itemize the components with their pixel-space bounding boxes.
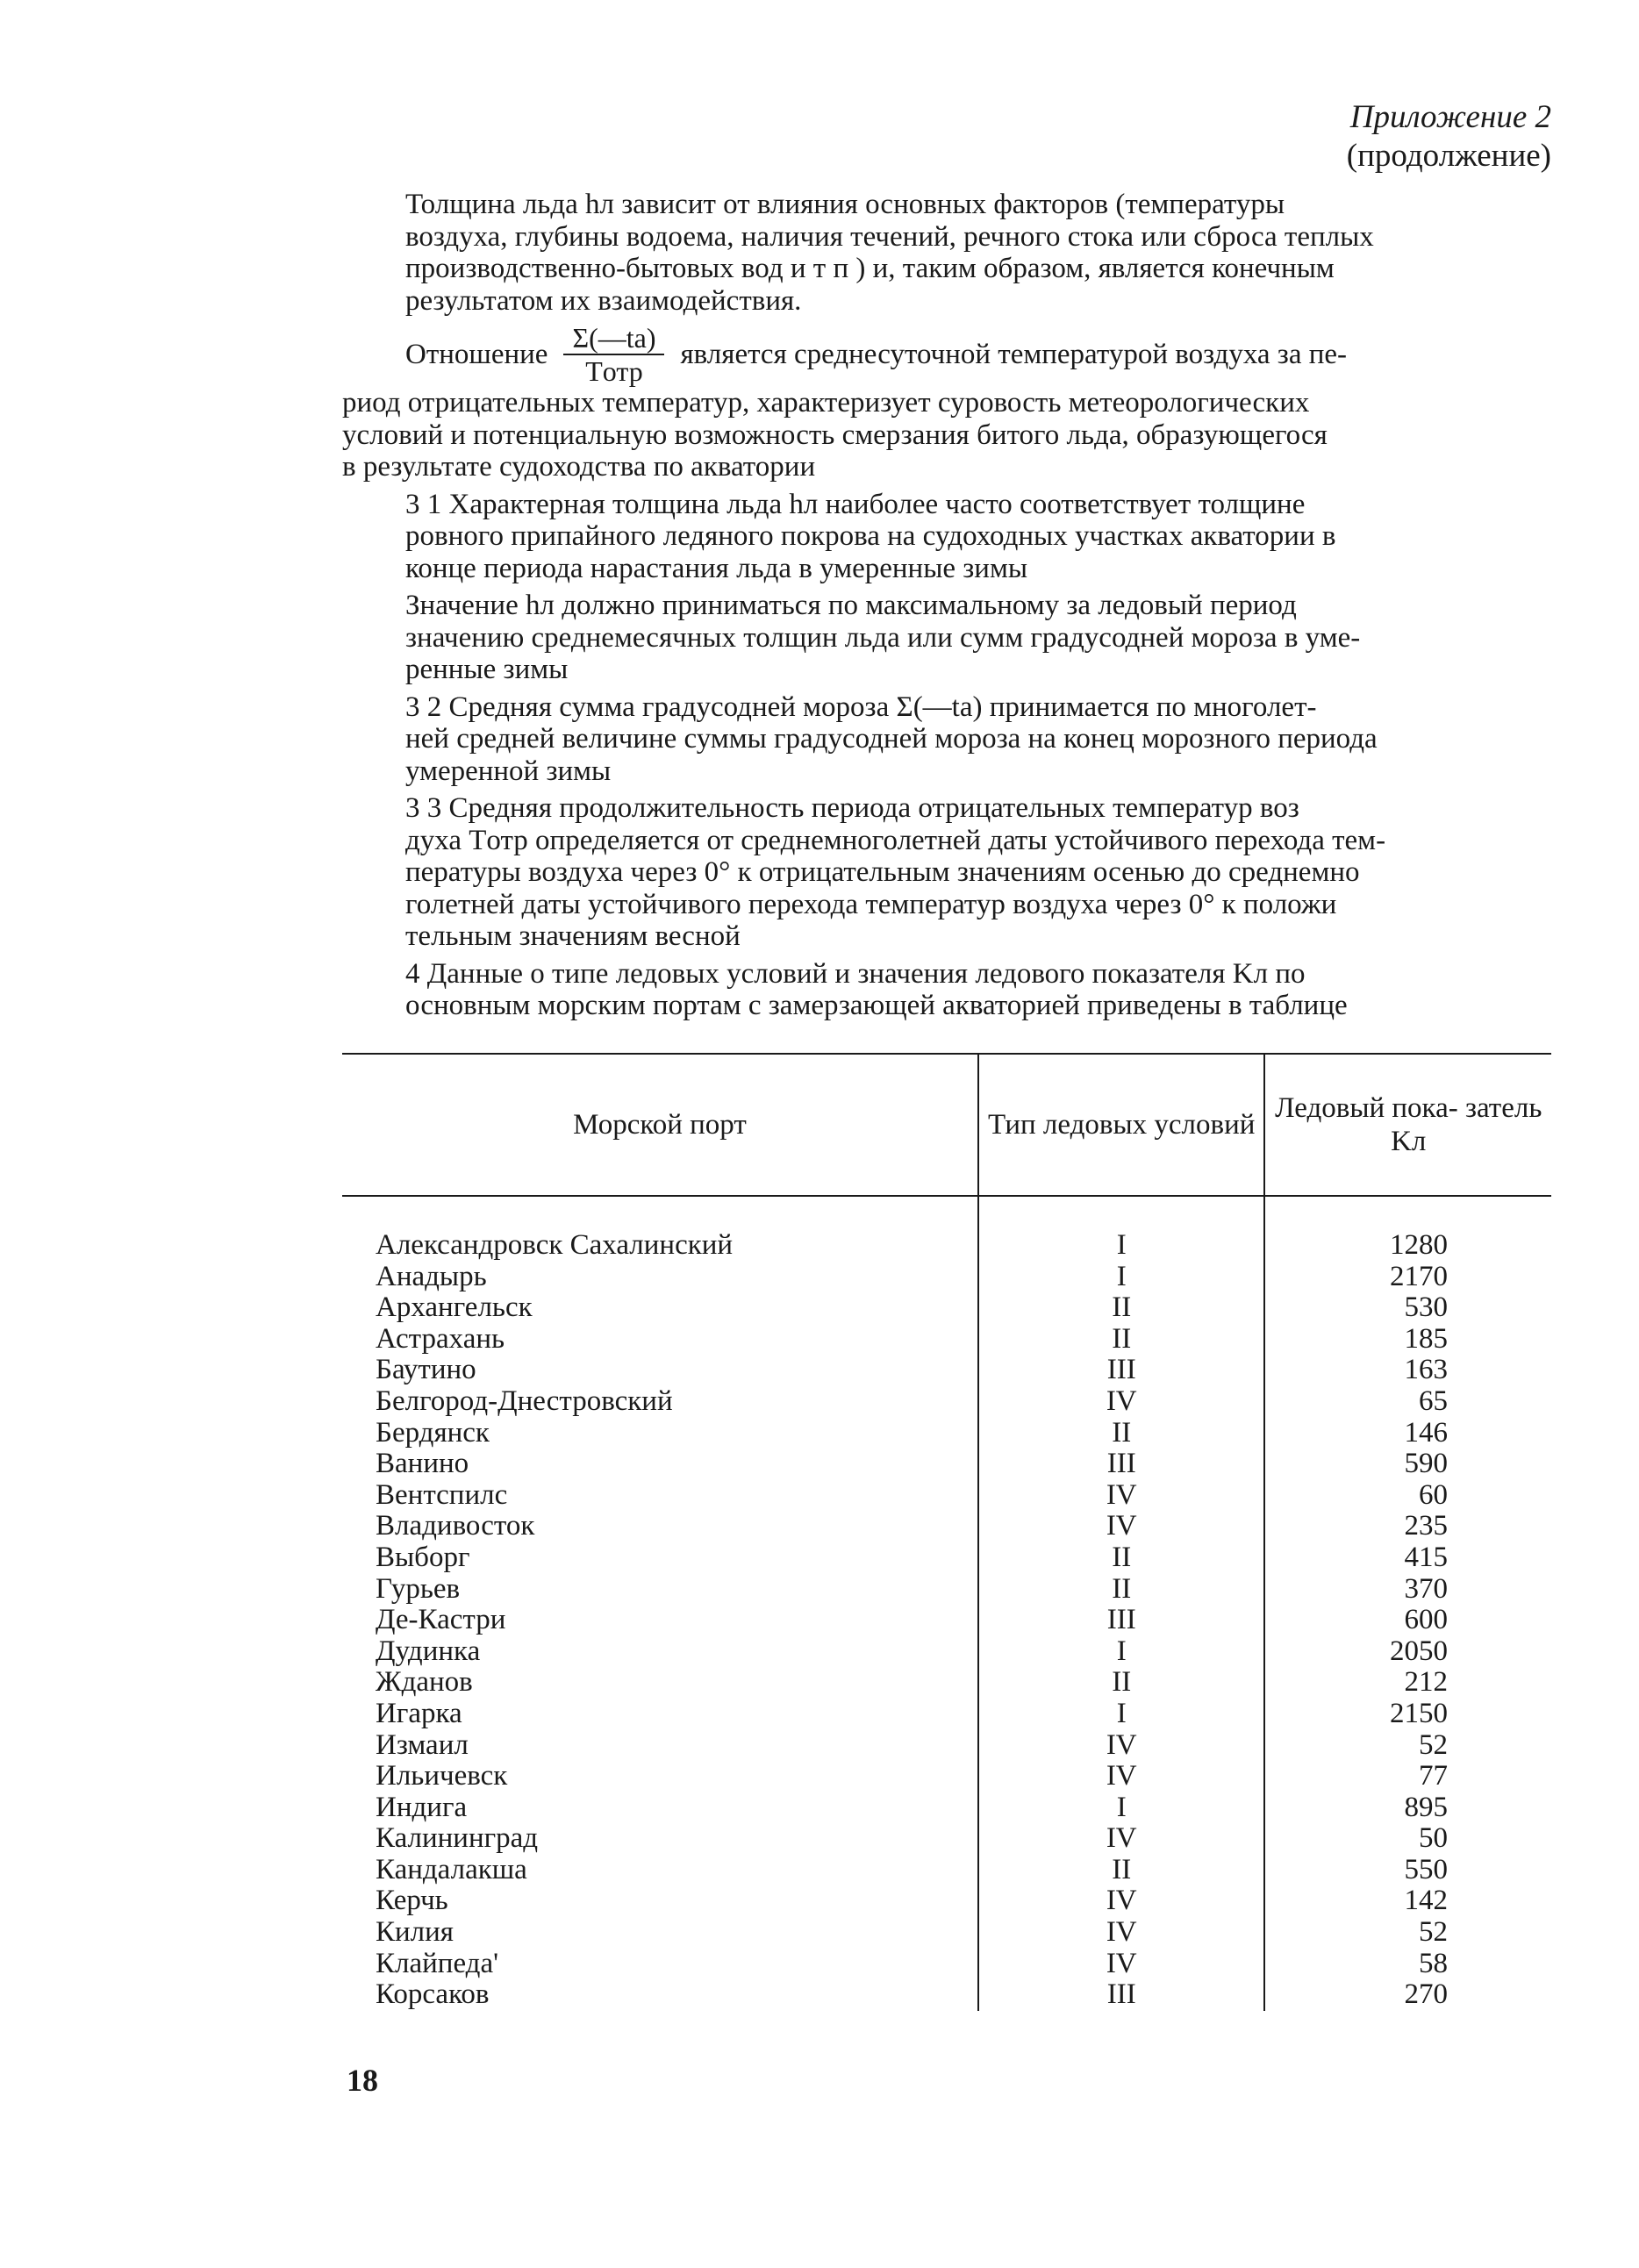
text-line: ренные зимы — [405, 654, 569, 685]
fraction-numerator: Σ(—ta) — [563, 322, 664, 355]
paragraph-hl-value — [342, 590, 1551, 686]
table-cell-ice-type: IV — [1106, 1947, 1137, 1979]
table-cell-ice-index: 235 — [1404, 1510, 1448, 1542]
table-cell-port: Измаил — [376, 1728, 469, 1761]
table-cell-ice-index: 52 — [1419, 1728, 1448, 1761]
ratio-lead: Отношение — [405, 338, 548, 370]
table-cell-ice-index: 212 — [1404, 1666, 1448, 1699]
ratio-line — [342, 322, 1551, 387]
ratio-fraction — [563, 322, 664, 387]
table-cell-port: Выборг — [376, 1541, 470, 1573]
ratio-tail: является среднесуточной температурой воздуха за пе- — [680, 338, 1348, 370]
table-cell-ice-type: I — [1116, 1635, 1127, 1667]
table-cell-port: Керчь — [376, 1885, 448, 1917]
table-cell-ice-type: III — [1106, 1604, 1136, 1636]
table-cell-port: Анадырь — [376, 1260, 487, 1292]
text-line: Толщина льда hл зависит от влияния основных факторов (температуры — [405, 189, 1285, 220]
table-cell-ice-type: IV — [1106, 1510, 1137, 1542]
table-cell-port: Белгород-Днестровский — [376, 1384, 673, 1417]
fraction-denominator: Tотр — [585, 355, 643, 387]
table-cell-port: Кандалакша — [376, 1853, 527, 1885]
table-header-row — [342, 1055, 1551, 1195]
text-line: Значение hл должно приниматься по максимальному за ледовый период — [405, 590, 1297, 621]
table-cell-ice-type: II — [1112, 1322, 1132, 1355]
table-cell-ice-index: 50 — [1419, 1822, 1448, 1855]
text-line: ровного припайного ледяного покрова на судоходных участках акватории в — [405, 520, 1336, 552]
column-port — [342, 1230, 977, 2011]
table-cell-port: Бердянск — [376, 1416, 490, 1449]
table-cell-ice-index: 600 — [1404, 1604, 1448, 1636]
table-cell-ice-index: 2050 — [1390, 1635, 1448, 1667]
table-cell-ice-index: 60 — [1419, 1478, 1448, 1511]
table-cell-port: Индига — [376, 1791, 468, 1823]
table-cell-ice-index: 590 — [1404, 1448, 1448, 1480]
text-line: результатом их взаимодействия. — [405, 284, 802, 317]
ports-table — [342, 1053, 1551, 2011]
text-line: 3 2 Средняя сумма градусодней мороза Σ(—ta) принимается по многолет- — [405, 690, 1317, 723]
gap-port — [342, 1197, 977, 1230]
page-number: 18 — [347, 2063, 378, 2098]
table-cell-port: Архангельск — [376, 1291, 533, 1324]
table-cell-ice-index: 415 — [1404, 1541, 1448, 1573]
table-cell-ice-type: III — [1106, 1354, 1136, 1386]
table-cell-ice-index: 58 — [1419, 1947, 1448, 1979]
table-cell-ice-index: 65 — [1419, 1384, 1448, 1417]
appendix-subtitle: (продолжение) — [1346, 138, 1551, 174]
table-cell-port: Калининград — [376, 1822, 539, 1855]
text-line: условий и потенциальную возможность смерзания битого льда, образующегося — [342, 419, 1328, 451]
table-cell-port: Жданов — [376, 1666, 473, 1699]
table-cell-ice-type: III — [1106, 1448, 1136, 1480]
paragraph-ice-thickness — [342, 189, 1551, 317]
paragraph-ratio-rest — [342, 387, 1551, 483]
text-line: конце периода нарастания льда в умеренные зимы — [405, 552, 1028, 584]
table-cell-ice-type: IV — [1106, 1822, 1137, 1855]
table-cell-ice-type: IV — [1106, 1478, 1137, 1511]
text-line: 3 1 Характерная толщина льда hл наиболее часто соответствует толщине — [405, 488, 1306, 520]
table-cell-port: Игарка — [376, 1697, 462, 1729]
table-cell-port: Ванино — [376, 1448, 469, 1480]
text-line: тельным значениям весной — [405, 920, 741, 952]
text-line: умеренной зимы — [405, 755, 612, 787]
paragraph-3-1 — [342, 489, 1551, 585]
text-line: пературы воздуха через 0° к отрицательным значениям осенью до среднемно — [405, 856, 1360, 888]
table-cell-ice-type: II — [1112, 1853, 1132, 1885]
table-cell-ice-index: 142 — [1404, 1885, 1448, 1917]
column-ice-type — [977, 1230, 1264, 2011]
table-cell-ice-index: 1280 — [1390, 1229, 1448, 1261]
table-cell-ice-type: I — [1116, 1260, 1127, 1292]
table-cell-ice-index: 530 — [1404, 1291, 1448, 1324]
table-cell-ice-type: I — [1116, 1791, 1127, 1823]
header-ice-type: Тип ледовых условий — [977, 1055, 1264, 1195]
table-cell-port: Корсаков — [376, 1978, 490, 2011]
gap-index — [1263, 1197, 1551, 1230]
text-line: 3 3 Средняя продолжительность периода отрицательных температур воз — [405, 792, 1299, 824]
table-cell-ice-index: 2170 — [1390, 1260, 1448, 1292]
table-cell-ice-index: 185 — [1404, 1322, 1448, 1355]
text-line: основным морским портам с замерзающей акваторией приведены в таблице — [405, 990, 1348, 1021]
text-line: воздуха, глубины водоема, наличия течений, речного стока или сброса теплых — [405, 220, 1374, 253]
text-line: в результате судоходства по акватории — [342, 451, 816, 483]
table-cell-port: Александровск Сахалинский — [376, 1229, 734, 1261]
table-gap-row — [342, 1197, 1551, 1230]
table-cell-ice-type: II — [1112, 1291, 1132, 1324]
table-cell-ice-type: II — [1112, 1572, 1132, 1605]
table-cell-port: Владивосток — [376, 1510, 535, 1542]
text-line: духа Tотр определяется от среднемноголетней даты устойчивого перехода тем- — [405, 824, 1386, 856]
table-cell-ice-type: IV — [1106, 1760, 1137, 1792]
table-cell-ice-index: 146 — [1404, 1416, 1448, 1449]
header-ice-index: Ледовый пока- затель Kл — [1263, 1055, 1551, 1195]
table-cell-port: Де-Кастри — [376, 1604, 506, 1636]
table-cell-ice-type: II — [1112, 1541, 1132, 1573]
gap-type — [977, 1197, 1264, 1230]
table-cell-ice-index: 2150 — [1390, 1697, 1448, 1729]
table-cell-ice-type: I — [1116, 1697, 1127, 1729]
table-cell-ice-index: 163 — [1404, 1354, 1448, 1386]
paragraph-4 — [342, 958, 1551, 1022]
table-cell-ice-type: II — [1112, 1666, 1132, 1699]
table-cell-port: Клайпеда' — [376, 1947, 499, 1979]
table-cell-ice-type: IV — [1106, 1916, 1137, 1949]
table-cell-ice-index: 77 — [1419, 1760, 1448, 1792]
body-text — [342, 189, 1551, 1027]
table-cell-port: Астрахань — [376, 1322, 505, 1355]
table-cell-port: Ильичевск — [376, 1760, 508, 1792]
table-cell-port: Вентспилс — [376, 1478, 508, 1511]
table-cell-ice-type: I — [1116, 1229, 1127, 1261]
text-line: значению среднемесячных толщин льда или сумм градусодней мороза в уме- — [405, 621, 1361, 654]
table-cell-port: Баутино — [376, 1354, 476, 1386]
column-ice-index — [1263, 1230, 1551, 2011]
text-line: ней средней величине суммы градусодней мороза на конец морозного периода — [405, 723, 1378, 755]
appendix-title: Приложение 2 — [1349, 99, 1551, 135]
table-cell-ice-index: 550 — [1404, 1853, 1448, 1885]
table-cell-ice-type: IV — [1106, 1885, 1137, 1917]
table-cell-ice-type: III — [1106, 1978, 1136, 2011]
text-line: риод отрицательных температур, характеризует суровость метеорологических — [342, 387, 1310, 419]
text-line: производственно-бытовых вод и т п ) и, таким образом, является конечным — [405, 253, 1335, 284]
table-cell-ice-index: 370 — [1404, 1572, 1448, 1605]
table-body — [342, 1230, 1551, 2011]
paragraph-3-2 — [342, 691, 1551, 788]
table-cell-ice-index: 895 — [1404, 1791, 1448, 1823]
appendix-heading — [1347, 98, 1551, 175]
paragraph-3-3 — [342, 792, 1551, 953]
text-line: 4 Данные о типе ледовых условий и значения ледового показателя Kл по — [405, 957, 1306, 990]
table-cell-ice-type: II — [1112, 1416, 1132, 1449]
table-cell-port: Килия — [376, 1916, 454, 1949]
text-line: голетней даты устойчивого перехода температур воздуха через 0° к положи — [405, 888, 1337, 920]
table-cell-ice-index: 270 — [1404, 1978, 1448, 2011]
table-cell-ice-type: IV — [1106, 1384, 1137, 1417]
table-cell-port: Дудинка — [376, 1635, 481, 1667]
header-port: Морской порт — [573, 1109, 747, 1141]
table-cell-port: Гурьев — [376, 1572, 461, 1605]
table-cell-ice-index: 52 — [1419, 1916, 1448, 1949]
table-cell-ice-type: IV — [1106, 1728, 1137, 1761]
